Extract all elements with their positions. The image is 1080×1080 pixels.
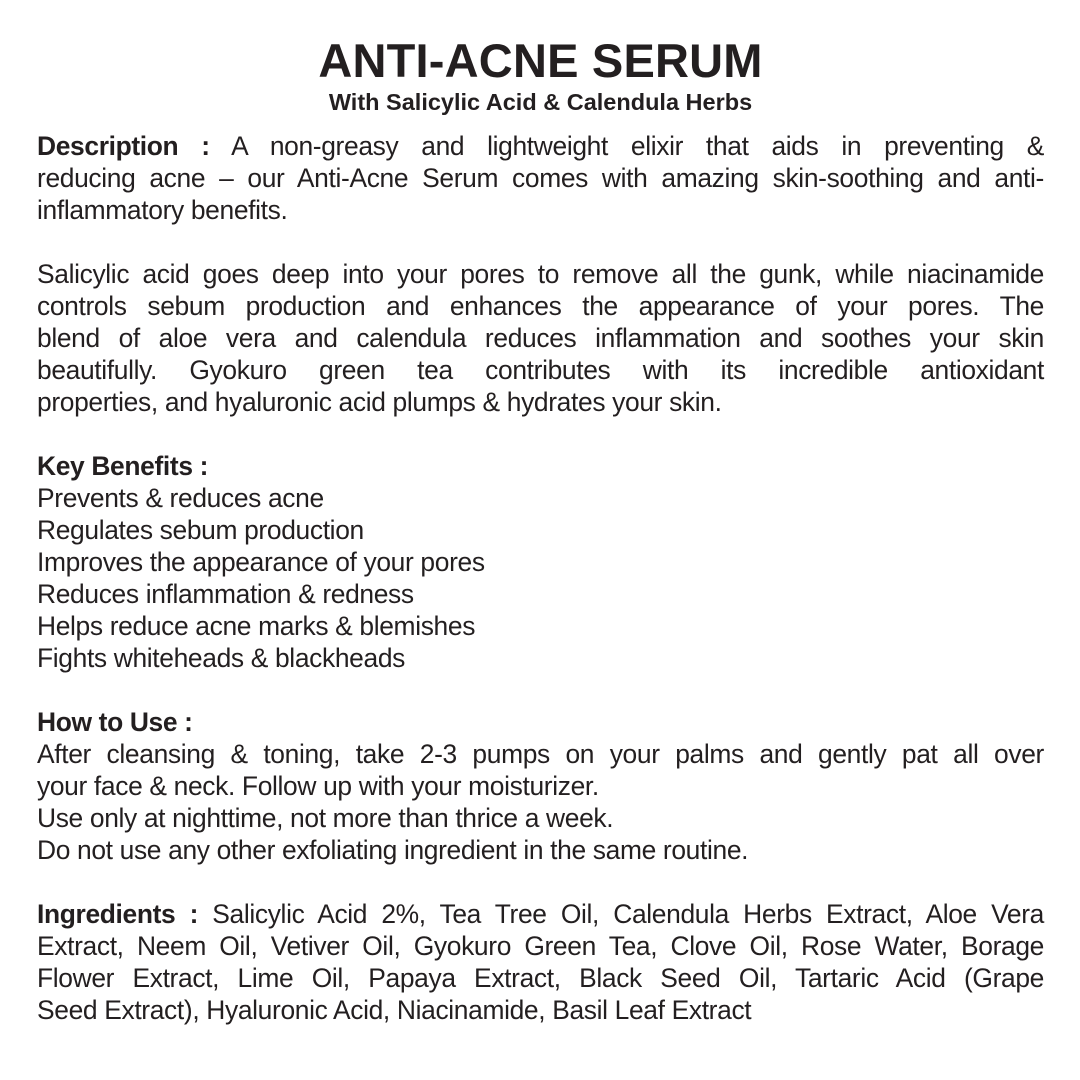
page-title: ANTI-ACNE SERUM [318,34,763,87]
benefit-item: Regulates sebum production [37,515,364,545]
benefit-item: Fights whiteheads & blackheads [37,643,405,673]
ingredients-section [37,898,1044,1026]
key-benefits-heading: Key Benefits : [37,451,209,481]
key-benefits-section [37,450,1044,674]
spacer [37,866,1044,898]
ingredients-label: Ingredients : [37,899,199,929]
how-to-use-heading: How to Use : [37,707,193,737]
benefit-item: Reduces inflammation & redness [37,579,414,609]
ingredients-line: Extract, Neem Oil, Vetiver Oil, Gyokuro Green Tea, Clove Oil, Rose Water, Borage [37,931,1044,961]
how-to-use-line: your face & neck. Follow up with your moisturizer. [37,771,599,801]
page-subtitle: With Salicylic Acid & Calendula Herbs [328,89,753,115]
benefit-item: Improves the appearance of your pores [37,547,485,577]
description-line: reducing acne – our Anti-Acne Serum comes with amazing skin-soothing and anti- [37,163,1044,193]
description-p2-line: Salicylic acid goes deep into your pores to remove all the gunk, while niacinamide [37,259,1044,289]
description-p2-line: beautifully. Gyokuro green tea contributes with its incredible antioxidant [37,355,1044,385]
description-p2-line: controls sebum production and enhances the appearance of your pores. The [37,291,1044,321]
description-line: inflammatory benefits. [37,195,288,225]
description-label: Description : [37,131,210,161]
how-to-use-section [37,706,1044,866]
how-to-use-line: Use only at nighttime, not more than thrice a week. [37,803,614,833]
description-line: Description : A non-greasy and lightweight elixir that aids in preventing & [37,131,1045,161]
product-info-sheet [37,34,1044,1026]
spacer [37,226,1044,258]
ingredients-line: Seed Extract), Hyaluronic Acid, Niacinamide, Basil Leaf Extract [37,995,752,1025]
description-section [37,130,1044,418]
description-p2-line: blend of aloe vera and calendula reduces inflammation and soothes your skin [37,323,1044,353]
how-to-use-line: After cleansing & toning, take 2-3 pumps on your palms and gently pat all over [37,739,1044,769]
description-p2-line: properties, and hyaluronic acid plumps & hydrates your skin. [37,387,722,417]
benefit-item: Prevents & reduces acne [37,483,324,513]
spacer [37,674,1044,706]
spacer [37,418,1044,450]
how-to-use-line: Do not use any other exfoliating ingredient in the same routine. [37,835,749,865]
ingredients-line: Flower Extract, Lime Oil, Papaya Extract, Black Seed Oil, Tartaric Acid (Grape [37,963,1044,993]
benefit-item: Helps reduce acne marks & blemishes [37,611,476,641]
ingredients-line: Ingredients : Salicylic Acid 2%, Tea Tree Oil, Calendula Herbs Extract, Aloe Vera [37,899,1044,929]
